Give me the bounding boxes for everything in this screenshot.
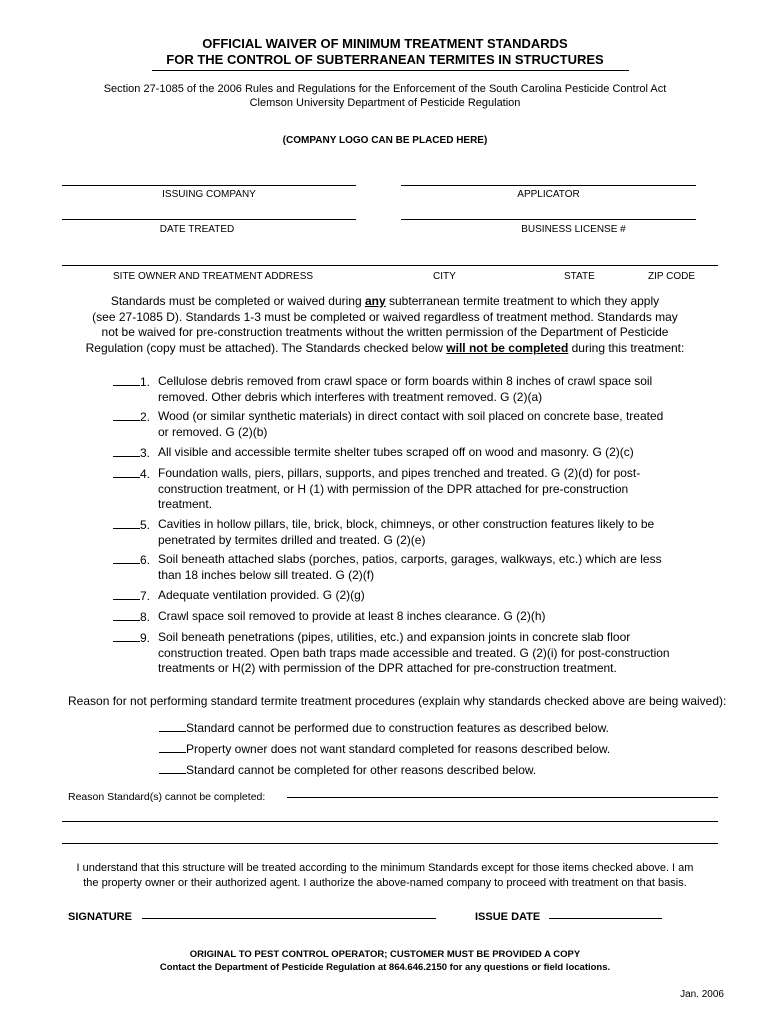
- standard-item: 6. Soil beneath attached slabs (porches, patios, carports, garages, walkways, etc.) which are less than 18 inches below sill treated. G (2)(f): [113, 552, 150, 569]
- intro-paragraph: [0, 294, 770, 356]
- intro-line1a: Standards must be completed or waived during: [110, 294, 365, 308]
- date-treated-line[interactable]: [62, 219, 356, 220]
- standard-item: 1. Cellulose debris removed from crawl space or form boards within 8 inches of crawl space soil removed. Other debris which interferes with treatment removed. G (2)(a): [113, 374, 150, 391]
- reason-line-2[interactable]: [62, 821, 718, 822]
- intro-emphasis-any: any: [364, 294, 386, 308]
- standard-6-checkbox[interactable]: [113, 552, 140, 564]
- reason-label: Reason Standard(s) cannot be completed:: [68, 791, 266, 803]
- reason-3-checkbox[interactable]: [159, 762, 186, 774]
- standard-5-checkbox[interactable]: [113, 517, 140, 529]
- revision-date: Jan. 2006: [680, 989, 724, 1000]
- standard-7-checkbox[interactable]: [113, 588, 140, 600]
- standard-item: 2. Wood (or similar synthetic materials) in direct contact with soil placed on concrete base, treated or removed. G (2)(b): [113, 409, 150, 426]
- site-address-line[interactable]: [62, 265, 718, 266]
- date-treated-label: DATE TREATED: [159, 224, 235, 235]
- reason-intro: Reason for not performing standard termite treatment procedures (explain why standards checked above are being waived):: [68, 694, 727, 708]
- standard-8-checkbox[interactable]: [113, 609, 140, 621]
- reason-option: Standard cannot be performed due to construction features as described below.: [159, 720, 609, 737]
- issuing-company-label: ISSUING COMPANY: [162, 189, 256, 200]
- intro-line4c: during this treatment:: [568, 340, 685, 355]
- issue-date-label: ISSUE DATE: [475, 911, 541, 923]
- standard-item: 8. Crawl space soil removed to provide at least 8 inches clearance. G (2)(h): [113, 609, 150, 626]
- reason-option: Property owner does not want standard completed for reasons described below.: [159, 741, 610, 758]
- city-label: CITY: [433, 271, 456, 282]
- intro-line3: not be waived for pre-construction treatments without the written permission of the Department of Pesticide: [101, 325, 669, 339]
- reason-1-checkbox[interactable]: [159, 720, 186, 732]
- reason-line-1[interactable]: [287, 797, 718, 798]
- applicator-line[interactable]: [401, 185, 696, 186]
- standard-1-checkbox[interactable]: [113, 374, 140, 386]
- subtitle-section: Section 27-1085 of the 2006 Rules and Regulations for the Enforcement of the South Carolina Pesticide Control Act: [103, 83, 667, 95]
- standard-item: 5. Cavities in hollow pillars, tile, brick, block, chimneys, or other construction features likely to be penetrated by termites drilled and treated. G (2)(e): [113, 517, 150, 534]
- authorization-statement: I understand that this structure will be treated according to the minimum Standards except for those items checked above. I am the property owner or their authorized agent. I authorize the above-named company to proceed with treatment on that basis.: [76, 862, 694, 889]
- standard-item: 3. All visible and accessible termite shelter tubes scraped off on wood and masonry. G (2)(c): [113, 445, 150, 462]
- reason-line-3[interactable]: [62, 843, 718, 844]
- footer-contact: Contact the Department of Pesticide Regulation at 864.646.2150 for any questions or field locations.: [159, 962, 611, 973]
- intro-line2: (see 27-1085 D). Standards 1-3 must be completed or waived regardless of treatment method. Standards may: [92, 309, 678, 324]
- signature-label: SIGNATURE: [68, 911, 132, 923]
- intro-line1c: subterranean termite treatment to which they apply: [385, 294, 660, 308]
- subtitle-department: Clemson University Department of Pesticide Regulation: [249, 97, 521, 109]
- title-underline: [152, 70, 629, 71]
- logo-placeholder: (COMPANY LOGO CAN BE PLACED HERE): [282, 135, 488, 146]
- form-title-line1: OFFICIAL WAIVER OF MINIMUM TREATMENT STANDARDS: [202, 36, 568, 51]
- issue-date-line[interactable]: [549, 918, 662, 919]
- site-owner-label: SITE OWNER AND TREATMENT ADDRESS: [113, 271, 314, 282]
- standard-item: 7. Adequate ventilation provided. G (2)(g): [113, 588, 150, 605]
- zip-label: ZIP CODE: [648, 271, 696, 282]
- issuing-company-line[interactable]: [62, 185, 356, 186]
- form-title-line2: FOR THE CONTROL OF SUBTERRANEAN TERMITES IN STRUCTURES: [166, 52, 604, 67]
- signature-line[interactable]: [142, 918, 436, 919]
- standard-4-checkbox[interactable]: [113, 466, 140, 478]
- standard-item: 4. Foundation walls, piers, pillars, supports, and pipes trenched and treated. G (2)(d) for post- construction treatment, or H (1) with permission of the DPR attached for pre-construction treatment.: [113, 466, 150, 483]
- intro-line4a: Regulation (copy must be attached). The Standards checked below: [85, 340, 447, 355]
- applicator-label: APPLICATOR: [517, 189, 580, 200]
- intro-emphasis-not-completed: will not be completed: [446, 340, 569, 355]
- state-label: STATE: [564, 271, 595, 282]
- standard-item: 9. Soil beneath penetrations (pipes, utilities, etc.) and expansion joints in concrete slab floor construction treated. Open bath traps made accessible and treated. G (2)(i) for post-construction treatments or H(2) with permission of the DPR attached for pre-construction treatment.: [113, 630, 150, 647]
- standard-2-checkbox[interactable]: [113, 409, 140, 421]
- standard-3-checkbox[interactable]: [113, 445, 140, 457]
- footer-copy-note: ORIGINAL TO PEST CONTROL OPERATOR; CUSTOMER MUST BE PROVIDED A COPY: [189, 949, 581, 960]
- reason-option: Standard cannot be completed for other reasons described below.: [159, 762, 536, 779]
- business-license-label: BUSINESS LICENSE #: [521, 224, 626, 235]
- business-license-line[interactable]: [401, 219, 696, 220]
- reason-2-checkbox[interactable]: [159, 741, 186, 753]
- standard-9-checkbox[interactable]: [113, 630, 140, 642]
